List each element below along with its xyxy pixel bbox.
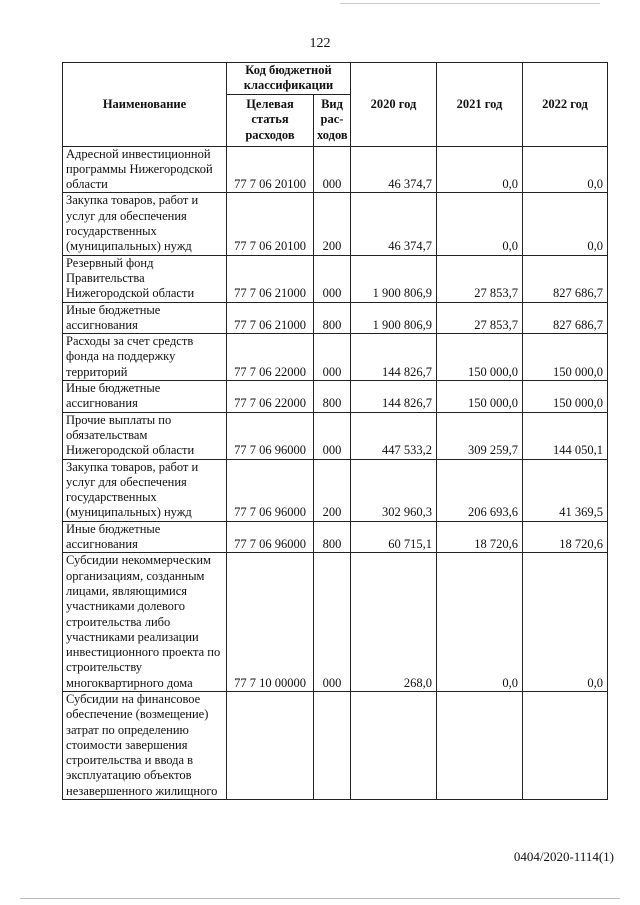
cell-type: 200: [314, 459, 351, 521]
cell-name: Адресной инвестиционной программы Нижегородской области: [63, 146, 227, 193]
cell-type: 800: [314, 521, 351, 553]
cell-type: 200: [314, 193, 351, 255]
cell-y2020: 144 826,7: [351, 381, 437, 413]
scan-edge-line: [20, 898, 620, 899]
cell-target: 77 7 06 96000: [227, 459, 314, 521]
cell-y2021: 150 000,0: [437, 334, 523, 381]
cell-y2022: 150 000,0: [523, 334, 608, 381]
cell-target: 77 7 06 96000: [227, 412, 314, 459]
table-row: [63, 553, 608, 692]
page-number: 122: [309, 36, 331, 51]
cell-type: 800: [314, 302, 351, 334]
cell-y2020: 1 900 806,9: [351, 302, 437, 334]
table-row: [63, 412, 608, 459]
table-row: [63, 691, 608, 799]
cell-type: 000: [314, 334, 351, 381]
header-2021: 2021 год: [437, 63, 523, 147]
cell-name: Закупка товаров, работ и услуг для обеспечения государственных (муниципальных) нужд: [63, 193, 227, 255]
cell-target: 77 7 06 20100: [227, 193, 314, 255]
cell-y2021: 18 720,6: [437, 521, 523, 553]
cell-name: Иные бюджетные ассигнования: [63, 302, 227, 334]
cell-y2022: 41 369,5: [523, 459, 608, 521]
cell-name: Резервный фонд Правительства Нижегородской области: [63, 255, 227, 302]
cell-y2020: 1 900 806,9: [351, 255, 437, 302]
cell-type: 000: [314, 146, 351, 193]
cell-y2020: 46 374,7: [351, 193, 437, 255]
cell-type: 000: [314, 553, 351, 692]
cell-type: [314, 691, 351, 799]
cell-target: 77 7 06 21000: [227, 255, 314, 302]
table-row: [63, 334, 608, 381]
header-expense-type: Вид рас-ходов: [314, 94, 351, 146]
cell-name: Прочие выплаты по обязательствам Нижегородской области: [63, 412, 227, 459]
cell-y2022: 18 720,6: [523, 521, 608, 553]
cell-y2022: 144 050,1: [523, 412, 608, 459]
cell-y2020: [351, 691, 437, 799]
cell-name: Субсидии на финансовое обеспечение (возмещение) затрат по определению стоимости завершения строительства и ввода в эксплуатацию объектов незавершенного жилищного: [63, 691, 227, 799]
cell-name: Иные бюджетные ассигнования: [63, 521, 227, 553]
cell-target: 77 7 06 96000: [227, 521, 314, 553]
cell-y2022: 827 686,7: [523, 255, 608, 302]
table-row: [63, 255, 608, 302]
header-2022: 2022 год: [523, 63, 608, 147]
cell-y2022: 0,0: [523, 193, 608, 255]
cell-y2022: 0,0: [523, 553, 608, 692]
cell-name: Иные бюджетные ассигнования: [63, 381, 227, 413]
cell-y2022: 0,0: [523, 146, 608, 193]
table-row: [63, 193, 608, 255]
table-row: [63, 459, 608, 521]
cell-type: 000: [314, 412, 351, 459]
table-row: [63, 381, 608, 413]
cell-name: Расходы за счет средств фонда на поддержку территорий: [63, 334, 227, 381]
cell-y2020: 447 533,2: [351, 412, 437, 459]
cell-target: 77 7 10 00000: [227, 553, 314, 692]
cell-y2020: 302 960,3: [351, 459, 437, 521]
table-row: [63, 302, 608, 334]
cell-y2022: [523, 691, 608, 799]
cell-y2020: 60 715,1: [351, 521, 437, 553]
header-target-article: Целевая статья расходов: [227, 94, 314, 146]
scan-edge-line: [340, 3, 600, 4]
cell-y2021: 0,0: [437, 146, 523, 193]
cell-y2020: 268,0: [351, 553, 437, 692]
cell-name: Субсидии некоммерческим организациям, созданным лицами, являющимися участниками долевого строительства либо участниками реализации инвестиционного проекта по строительству многоквартирного дома: [63, 553, 227, 692]
cell-y2021: 27 853,7: [437, 302, 523, 334]
cell-target: 77 7 06 22000: [227, 334, 314, 381]
cell-name: Закупка товаров, работ и услуг для обеспечения государственных (муниципальных) нужд: [63, 459, 227, 521]
cell-y2022: 827 686,7: [523, 302, 608, 334]
cell-target: 77 7 06 20100: [227, 146, 314, 193]
cell-y2021: 0,0: [437, 193, 523, 255]
cell-y2021: 309 259,7: [437, 412, 523, 459]
table-row: [63, 521, 608, 553]
budget-table: [62, 62, 608, 800]
cell-target: 77 7 06 22000: [227, 381, 314, 413]
cell-target: 77 7 06 21000: [227, 302, 314, 334]
cell-y2021: 0,0: [437, 553, 523, 692]
cell-y2021: 206 693,6: [437, 459, 523, 521]
cell-type: 000: [314, 255, 351, 302]
cell-y2021: 150 000,0: [437, 381, 523, 413]
table-row: [63, 146, 608, 193]
cell-y2022: 150 000,0: [523, 381, 608, 413]
cell-y2020: 46 374,7: [351, 146, 437, 193]
header-2020: 2020 год: [351, 63, 437, 147]
header-code-group: Код бюджетной классификации: [227, 63, 351, 95]
document-number: 0404/2020-1114(1): [513, 849, 614, 864]
cell-y2021: [437, 691, 523, 799]
cell-type: 800: [314, 381, 351, 413]
cell-target: [227, 691, 314, 799]
cell-y2021: 27 853,7: [437, 255, 523, 302]
header-name: Наименование: [63, 63, 227, 147]
cell-y2020: 144 826,7: [351, 334, 437, 381]
